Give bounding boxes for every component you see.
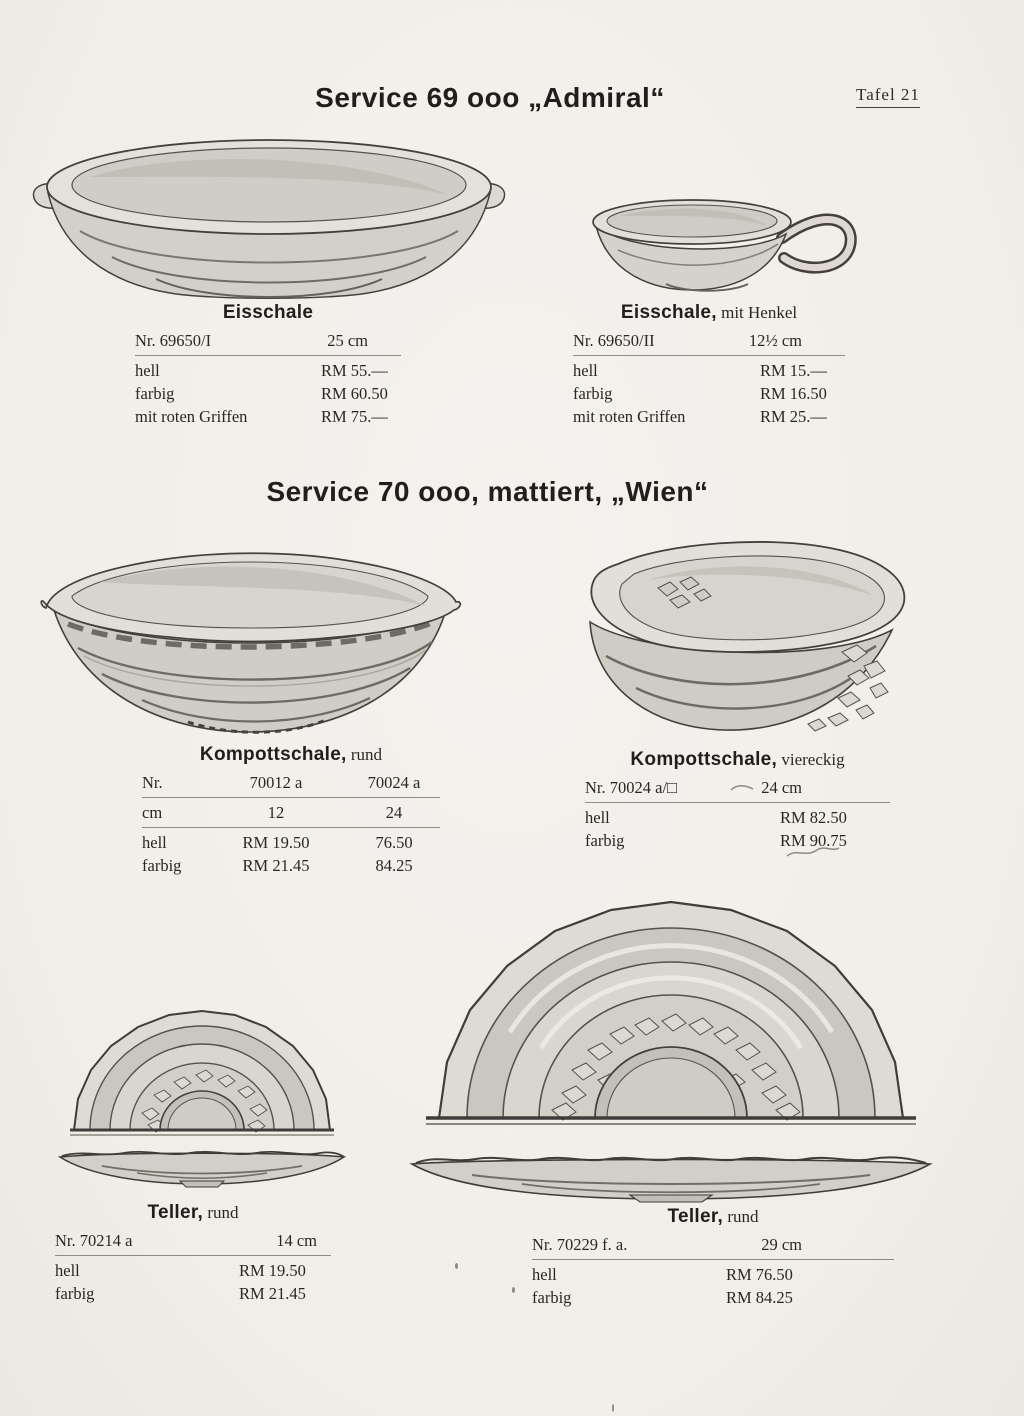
print-speck bbox=[455, 1263, 458, 1269]
section1-title: Service 69 ooo „Admiral“ bbox=[315, 82, 665, 113]
price-row: mit roten Griffen RM 25.— bbox=[573, 407, 827, 426]
article-number-row: Nr. 70012 a 70024 a bbox=[142, 771, 440, 798]
price-row: hell RM 82.50 bbox=[585, 808, 847, 827]
article-number-row bbox=[585, 776, 890, 803]
table-eisschale bbox=[135, 301, 401, 428]
plate-number: Tafel 21 bbox=[856, 85, 920, 108]
table-title: Kompottschale, viereckig bbox=[630, 749, 845, 770]
table-title: Kompottschale, rund bbox=[199, 744, 383, 765]
teller-gross-illustration bbox=[402, 866, 940, 1204]
section2-title: Service 70 ooo, mattiert, „Wien“ bbox=[266, 476, 709, 507]
table-title: Eisschale bbox=[222, 302, 314, 323]
size: 25 cm bbox=[327, 331, 368, 350]
article-number-row bbox=[573, 329, 845, 356]
article-number-row bbox=[135, 329, 401, 356]
table-title: Eisschale, mit Henkel bbox=[620, 302, 798, 323]
price-row: farbig RM 60.50 bbox=[135, 384, 388, 403]
size: 14 cm bbox=[276, 1231, 317, 1250]
price-row: hell RM 55.— bbox=[135, 361, 388, 380]
price-row: farbig RM 16.50 bbox=[573, 384, 827, 403]
article-number: Nr. 70024 a/□ bbox=[585, 778, 677, 797]
size: 29 cm bbox=[761, 1235, 802, 1254]
price-row: hell RM 15.— bbox=[573, 361, 827, 380]
size: 12½ cm bbox=[748, 331, 802, 350]
eisschale-oval-bowl-illustration bbox=[28, 131, 510, 301]
price-row: farbig RM 21.45 bbox=[55, 1284, 306, 1303]
article-number: Nr. 69650/I bbox=[135, 331, 212, 350]
kompottschale-viereckig-illustration bbox=[498, 526, 923, 738]
eisschale-henkel-cup-illustration bbox=[578, 192, 863, 300]
table-teller-gross bbox=[532, 1205, 894, 1309]
size: 24 cm bbox=[761, 778, 802, 797]
table-eisschale-henkel bbox=[573, 301, 845, 428]
article-number-row bbox=[532, 1233, 894, 1260]
print-speck bbox=[612, 1404, 614, 1412]
article-number-row bbox=[55, 1229, 331, 1256]
table-kompottschale-rund bbox=[142, 743, 440, 877]
price-row: farbig RM 21.45 84.25 bbox=[142, 856, 413, 875]
table-title: Teller, rund bbox=[667, 1206, 759, 1227]
kompottschale-rund-illustration bbox=[38, 540, 463, 740]
price-row: mit roten Griffen RM 75.— bbox=[135, 407, 388, 426]
article-number: Nr. 69650/II bbox=[573, 331, 655, 350]
price-row: farbig RM 84.25 bbox=[532, 1288, 793, 1307]
article-number: Nr. 70229 f. a. bbox=[532, 1235, 628, 1254]
table-title: Teller, rund bbox=[147, 1202, 239, 1223]
price-row: farbig RM 90.75 bbox=[585, 831, 847, 850]
table-teller-klein bbox=[55, 1201, 331, 1305]
price-row: hell RM 19.50 76.50 bbox=[142, 833, 413, 852]
print-speck bbox=[512, 1287, 515, 1293]
price-row: hell RM 76.50 bbox=[532, 1265, 793, 1284]
teller-klein-illustration bbox=[52, 983, 352, 1197]
table-kompottschale-viereckig bbox=[585, 748, 890, 852]
price-row: hell RM 19.50 bbox=[55, 1261, 306, 1280]
size-row: cm 12 24 bbox=[142, 801, 440, 828]
article-number: Nr. 70214 a bbox=[55, 1231, 133, 1250]
